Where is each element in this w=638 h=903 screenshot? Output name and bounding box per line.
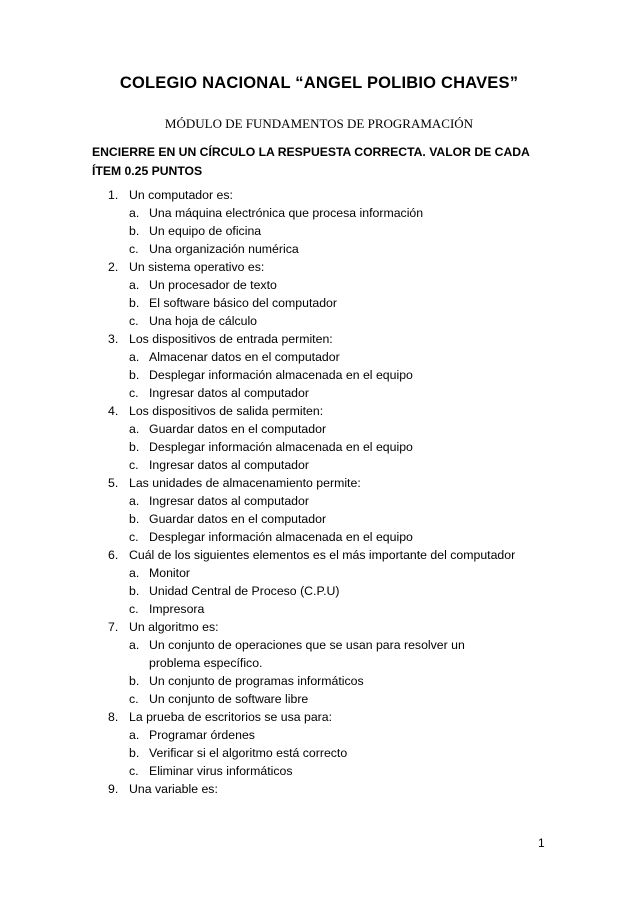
question-text: Un algoritmo es: [129,620,219,634]
option-text: Ingresar datos al computador [149,494,309,508]
answer-option[interactable] [0,528,638,546]
document-title: COLEGIO NACIONAL “ANGEL POLIBIO CHAVES” [119,74,519,92]
option-text: Verificar si el algoritmo está correcto [149,746,348,760]
option-list [0,636,638,708]
option-letter: a. [129,494,140,508]
question-line [0,258,638,276]
option-text: Un conjunto de software libre [149,692,309,706]
option-text: Desplegar información almacenada en el equipo [149,440,413,454]
option-text: Un conjunto de operaciones que se usan para resolver un problema específico. [149,638,465,670]
answer-option[interactable] [0,348,638,366]
option-text: Un conjunto de programas informáticos [149,674,364,688]
option-text: Monitor [149,566,191,580]
option-text: Una organización numérica [149,242,299,256]
option-letter: c. [129,314,139,328]
question-number: 6. [108,548,119,562]
question-text: Un sistema operativo es: [129,260,265,274]
answer-option[interactable] [0,294,638,312]
question-number: 9. [108,782,119,796]
question-item [0,618,638,708]
question-line [0,546,638,564]
option-text: Desplegar información almacenada en el equipo [149,368,413,382]
option-text: Guardar datos en el computador [149,422,327,436]
question-item [0,474,638,546]
option-text: Almacenar datos en el computador [149,350,340,364]
option-letter: a. [129,566,140,580]
option-text: El software básico del computador [149,296,337,310]
option-text: Ingresar datos al computador [149,386,309,400]
question-text: Las unidades de almacenamiento permite: [129,476,361,490]
option-text: Eliminar virus informáticos [149,764,293,778]
option-list [0,492,638,546]
question-number: 4. [108,404,119,418]
option-letter: b. [129,674,140,688]
option-letter: b. [129,746,140,760]
question-text: Los dispositivos de entrada permiten: [129,332,333,346]
answer-option[interactable] [0,672,638,690]
option-text: Una hoja de cálculo [149,314,258,328]
option-text: Ingresar datos al computador [149,458,309,472]
question-item [0,708,638,780]
option-letter: b. [129,584,140,598]
option-text: Unidad Central de Proceso (C.P.U) [149,584,340,598]
question-item [0,546,638,618]
question-text: Un computador es: [129,188,233,202]
question-number: 7. [108,620,119,634]
option-text: Una máquina electrónica que procesa información [149,206,424,220]
question-line [0,708,638,726]
question-line [0,330,638,348]
option-list [0,276,638,330]
option-letter: c. [129,530,139,544]
answer-option[interactable] [0,744,638,762]
question-item [0,258,638,330]
answer-option[interactable] [0,636,638,672]
option-letter: c. [129,764,139,778]
instructions: ENCIERRE EN UN CÍRCULO LA RESPUESTA CORRECTA. VALOR DE CADA ÍTEM 0.25 PUNTOS [92,145,530,178]
answer-option[interactable] [0,456,638,474]
question-line [0,618,638,636]
option-text: Impresora [149,602,205,616]
option-letter: a. [129,206,140,220]
question-number: 5. [108,476,119,490]
question-line [0,186,638,204]
answer-option[interactable] [0,438,638,456]
option-letter: a. [129,638,140,652]
question-item [0,330,638,402]
answer-option[interactable] [0,762,638,780]
option-text: Un equipo de oficina [149,224,262,238]
answer-option[interactable] [0,366,638,384]
answer-option[interactable] [0,204,638,222]
question-item [0,186,638,258]
question-number: 8. [108,710,119,724]
question-line [0,402,638,420]
question-text: Los dispositivos de salida permiten: [129,404,324,418]
answer-option[interactable] [0,492,638,510]
question-item [0,402,638,474]
question-number: 1. [108,188,119,202]
option-letter: a. [129,350,140,364]
answer-option[interactable] [0,222,638,240]
answer-option[interactable] [0,510,638,528]
answer-option[interactable] [0,690,638,708]
option-letter: a. [129,728,140,742]
option-text: Guardar datos en el computador [149,512,327,526]
option-letter: b. [129,224,140,238]
option-letter: a. [129,422,140,436]
question-text: Cuál de los siguientes elementos es el más importante del computador [129,548,516,562]
option-list [0,420,638,474]
answer-option[interactable] [0,600,638,618]
page-number: 1 [538,836,545,850]
answer-option[interactable] [0,276,638,294]
option-list [0,726,638,780]
answer-option[interactable] [0,726,638,744]
option-list [0,564,638,618]
option-letter: c. [129,386,139,400]
question-item [0,780,638,798]
question-line [0,474,638,492]
option-letter: c. [129,692,139,706]
question-number: 3. [108,332,119,346]
answer-option[interactable] [0,420,638,438]
question-line [0,780,638,798]
option-letter: b. [129,368,140,382]
answer-option[interactable] [0,384,638,402]
question-number: 2. [108,260,119,274]
option-letter: a. [129,278,140,292]
option-letter: c. [129,602,139,616]
option-letter: b. [129,296,140,310]
option-list [0,348,638,402]
option-letter: b. [129,440,140,454]
question-list [0,186,638,798]
option-text: Desplegar información almacenada en el equipo [149,530,413,544]
option-text: Un procesador de texto [149,278,277,292]
document-subtitle: MÓDULO DE FUNDAMENTOS DE PROGRAMACIÓN [164,116,474,131]
option-letter: c. [129,242,139,256]
option-text: Programar órdenes [149,728,255,742]
question-text: Una variable es: [129,782,218,796]
answer-option[interactable] [0,240,638,258]
option-letter: c. [129,458,139,472]
answer-option[interactable] [0,312,638,330]
question-text: La prueba de escritorios se usa para: [129,710,333,724]
option-letter: b. [129,512,140,526]
answer-option[interactable] [0,582,638,600]
answer-option[interactable] [0,564,638,582]
option-list [0,204,638,258]
